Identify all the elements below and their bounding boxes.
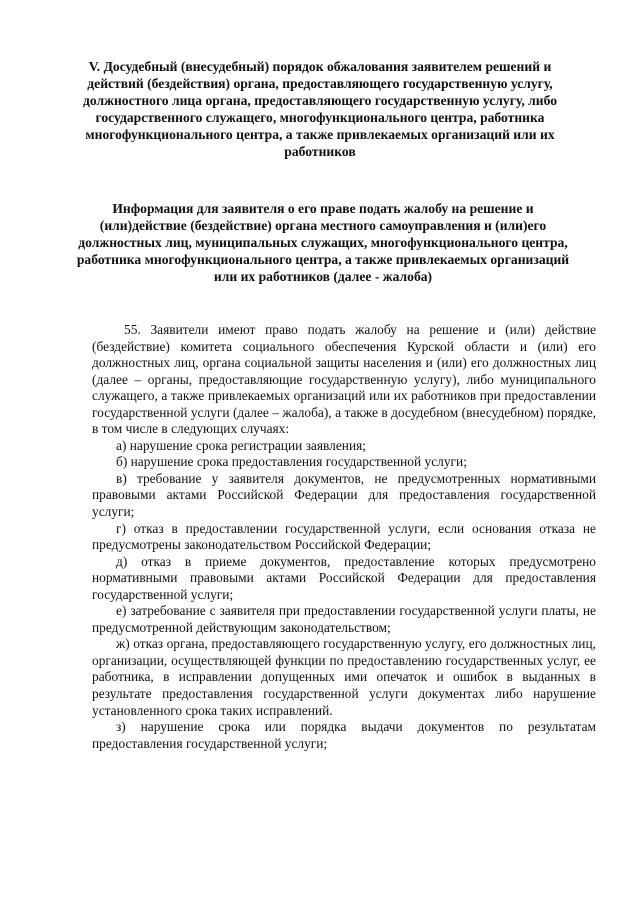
list-item-d: д) отказ в приеме документов, предоставление которых предусмотрено нормативными правовыми актами Российской Федерации для предоставления государственной услуги;	[92, 553, 596, 602]
list-item-e: е) затребование с заявителя при предоставлении государственной услуги платы, не предусмотренной действующим законодательством;	[92, 603, 596, 635]
list-item-b: б) нарушение срока предоставления государственной услуги;	[116, 454, 467, 470]
list-item-v: в) требование у заявителя документов, не предусмотренных нормативными правовыми актами Российской Федерации для предоставления государственной услуги;	[92, 470, 596, 520]
list-item-g: г) отказ в предоставлении государственной услуги, если основания отказа не предусмотрены законодательством Российской Федерации;	[92, 520, 596, 553]
list-item-z: з) нарушение срока или порядка выдачи документов по результатам предоставления государственной услуги;	[92, 719, 596, 751]
list-item-a: а) нарушение срока регистрации заявления;	[116, 437, 366, 453]
section-heading: V. Досудебный (внесудебный) порядок обжалования заявителем решений и действий (бездействия) органа, предоставляющего государственную услугу, должностного лица органа, предоставляющего государственную услугу, либо государственного служащего, многофункционального центра, работника многофункционального центра, а также привлекаемых организаций или их работников	[83, 59, 557, 159]
sub-heading: Информация для заявителя о его праве подать жалобу на решение и (или)действие (бездействие) органа местного самоуправления и (или)его должностных лиц, муниципальных служащих, многофункционального центра, работника многофункционального центра, а также привлекаемых организаций или их работников (далее - жалоба)	[76, 201, 570, 284]
document-body	[92, 322, 596, 752]
list-item-zh: ж) отказ органа, предоставляющего государственную услугу, его должностных лиц, организации, осуществляющей функции по предоставлению государственных услуг, ее работника, в исправлении допущенных ими опечаток и ошибок в выданных в результате предоставления государственной услуги документах либо нарушение установленного срока таких исправлений.	[92, 636, 596, 718]
paragraph-55: 55. Заявители имеют право подать жалобу на решение и (или) действие (бездействие) комитета социального обеспечения Курской области и (или) его должностных лиц, органа социальной защиты населения и (или) его должностных лиц (далее – органы, предоставляющие государственную услугу), либо муниципального служащего, а также привлекаемых организаций или их работников при предоставлении государственной услуги (далее – жалоба), а также в досудебном (внесудебном) порядке, в том числе в следующих случаях:	[92, 322, 596, 437]
